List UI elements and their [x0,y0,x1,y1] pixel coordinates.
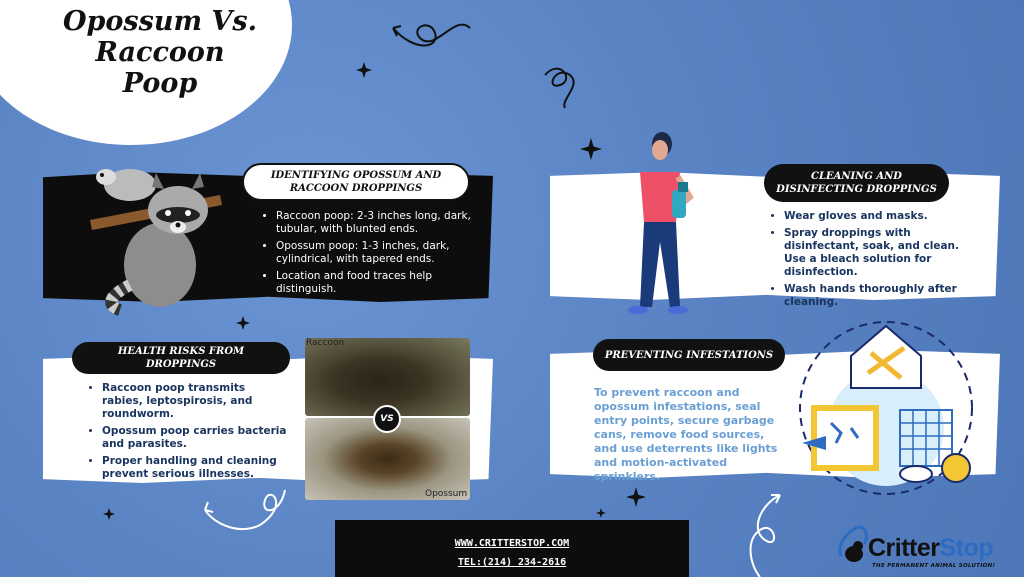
prevent-heading: PREVENTING INFESTATIONS [593,339,785,371]
logo-part-critter: Critter [868,534,940,562]
logo-tagline: THE PERMANENT ANIMAL SOLUTION! [872,563,996,569]
sparkle-icon [580,138,602,160]
woman-cleaning-illustration [620,132,700,322]
cleaning-heading: CLEANING AND DISINFECTING DROPPINGS [764,164,949,202]
list-item: • Raccoon poop: 2-3 inches long, dark, tubular, with blunted ends. [276,210,482,236]
opossum-photo-label: Opossum [425,489,468,499]
raccoon-opossum-illustration [90,155,230,315]
curly-arrow-icon [385,8,475,58]
page-title: Opossum Vs. Raccoon Poop [63,6,257,99]
health-list [88,382,288,485]
home-repair-illustration [796,318,976,498]
list-item: • Location and food traces help distinguish. [276,270,482,296]
health-heading: HEALTH RISKS FROM DROPPINGS [72,342,290,374]
sparkle-icon [596,508,606,518]
list-item: • Raccoon poop transmits rabies, leptospirosis, and roundworm. [102,382,288,421]
curly-arrow-icon [735,490,795,577]
sparkle-icon [103,508,115,520]
sparkle-icon [236,316,250,330]
logo-part-stop: Stop [939,534,994,562]
raccoon-photo-label: Raccoon [306,338,345,348]
list-item: • Proper handling and cleaning prevent serious illnesses. [102,455,288,481]
list-item: • Opossum poop carries bacteria and parasites. [102,425,288,451]
list-item: • Spray droppings with disinfectant, soak, and clean. Use a bleach solution for disinfection. [784,227,970,279]
identify-list [262,210,482,300]
phone-link[interactable]: TEL:(214) 234-2616 [457,557,567,568]
squiggle-icon [540,60,585,110]
list-item: • Wear gloves and masks. [784,210,970,223]
vs-badge: VS [373,405,401,433]
identify-heading: IDENTIFYING OPOSSUM AND RACCOON DROPPINGS [242,163,470,201]
website-link[interactable]: WWW.CRITTERSTOP.COM [454,538,570,549]
cleaning-list [770,210,970,313]
critterstop-logo [868,534,993,563]
critter-logo-icon [836,524,872,564]
sparkle-icon [356,62,372,78]
list-item: • Opossum poop: 1-3 inches, dark, cylindrical, with tapered ends. [276,240,482,266]
list-item: • Wash hands thoroughly after cleaning. [784,283,970,309]
sparkle-icon [626,487,646,507]
prevent-text: To prevent raccoon and opossum infestations, seal entry points, secure garbage cans, remove food sources, and use deterrents like lights and motion-activated sprinklers. [594,386,778,483]
